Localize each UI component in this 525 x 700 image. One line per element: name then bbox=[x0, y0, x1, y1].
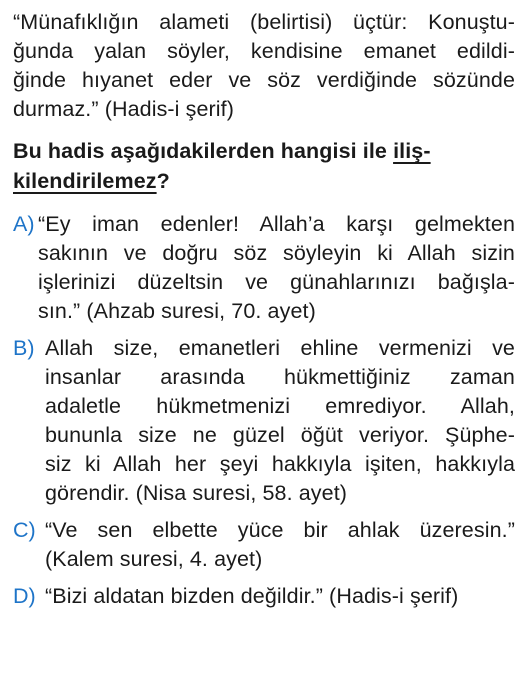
hadith-line: ğunda yalan söyler, kendisine emanet edildi- bbox=[13, 39, 515, 63]
option-line: bununla size ne güzel öğüt veriyor. Şüphe- bbox=[45, 423, 515, 447]
hadith-line: “Münafıklığın alameti (belirtisi) üçtür: Konuştu- bbox=[13, 10, 515, 34]
option-line: adaletle hükmetmenizi emrediyor. Allah, bbox=[45, 394, 515, 418]
option-a-letter: A) bbox=[13, 212, 35, 236]
option-line: “Ve sen elbette yüce bir ahlak üzeresin.” bbox=[45, 518, 515, 542]
option-a[interactable] bbox=[13, 210, 515, 326]
question-text-start: Bu hadis aşağıdakilerden hangisi ile bbox=[13, 139, 394, 163]
question-mark: ? bbox=[156, 169, 170, 193]
option-b-letter: B) bbox=[13, 336, 35, 360]
question-page bbox=[13, 8, 515, 619]
question-underlined-word-part2: kilendirilemez bbox=[13, 169, 157, 193]
option-line: sakının ve doğru söz söyleyin ki Allah sizin bbox=[38, 241, 515, 265]
option-d[interactable] bbox=[13, 582, 515, 611]
option-c[interactable] bbox=[13, 516, 515, 574]
option-line: işlerinizi düzeltsin ve günahlarınızı bağışla- bbox=[38, 270, 515, 294]
hadith-line: durmaz.” (Hadis-i şerif) bbox=[13, 97, 235, 121]
hadith-quote bbox=[13, 8, 515, 124]
option-line: görendir. (Nisa suresi, 58. ayet) bbox=[45, 481, 348, 505]
option-line: Allah size, emanetleri ehline vermenizi ve bbox=[45, 336, 515, 360]
option-line: “Ey iman edenler! Allah’a karşı gelmekten bbox=[38, 212, 515, 236]
question-text bbox=[13, 136, 515, 196]
question-underlined-word-part1: iliş- bbox=[393, 139, 431, 163]
option-d-letter: D) bbox=[13, 584, 36, 608]
hadith-line: ğinde hıyanet eder ve söz verdiğinde sözünde bbox=[13, 68, 515, 92]
option-line: siz ki Allah her şeyi hakkıyla işiten, hakkıyla bbox=[45, 452, 515, 476]
question-line bbox=[13, 136, 515, 166]
option-c-letter: C) bbox=[13, 518, 36, 542]
option-line: “Bizi aldatan bizden değildir.” (Hadis-i şerif) bbox=[45, 584, 459, 608]
option-line: sın.” (Ahzab suresi, 70. ayet) bbox=[38, 299, 316, 323]
option-line: insanlar arasında hükmettiğiniz zaman bbox=[45, 365, 515, 389]
option-line: (Kalem suresi, 4. ayet) bbox=[45, 547, 263, 571]
question-line bbox=[13, 166, 515, 196]
option-b[interactable] bbox=[13, 334, 515, 508]
